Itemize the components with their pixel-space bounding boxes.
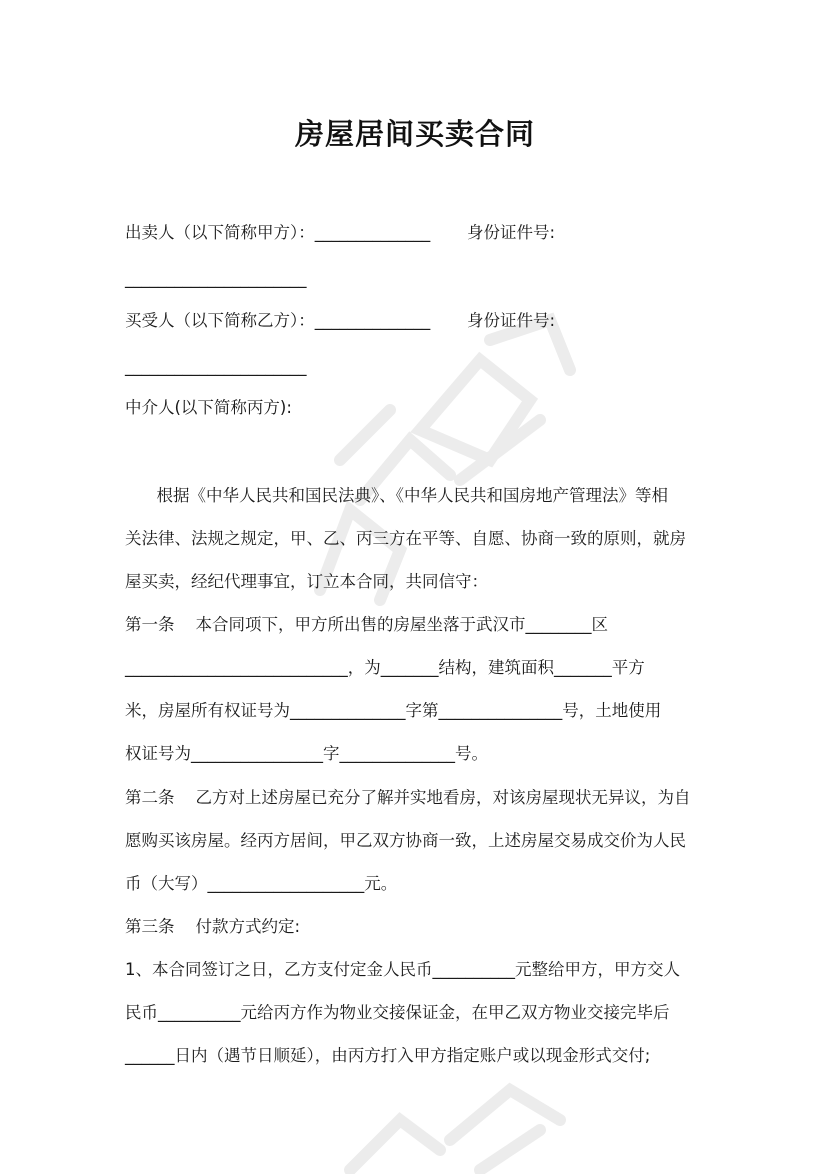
agent-line: 中介人(以下简称丙方):	[125, 398, 292, 417]
article-3-item-1-line-1: 1、本合同签订之日，乙方支付定金人民币__________元整给甲方，甲方交人	[125, 960, 680, 979]
buyer-line: 买受人（以下简称乙方）：______________ 身份证件号:	[125, 311, 556, 330]
preamble-line-1: 根据《中华人民共和国民法典》、《中华人民共和国房地产管理法》等相	[125, 486, 668, 505]
article-2-line-1: 第二条 乙方对上述房屋已充分了解并实地看房，对该房屋现状无异议，为自	[125, 788, 691, 807]
preamble-line-2: 关法律、法规之规定，甲、乙、丙三方在平等、自愿、协商一致的原则，就房	[125, 529, 686, 548]
preamble-line-3: 屋买卖，经纪代理事宜，订立本合同，共同信守：	[125, 572, 488, 591]
buyer-id-blank: ______________________	[125, 357, 307, 376]
seller-line: 出卖人（以下简称甲方）：______________ 身份证件号:	[125, 223, 556, 242]
article-3-heading: 第三条 付款方式约定:	[125, 917, 301, 936]
article-1-line-4: 权证号为________________字______________号。	[125, 744, 488, 763]
watermark-stamp-icon	[330, 1060, 590, 1174]
article-2-line-2: 愿购买该房屋。经丙方居间，甲乙双方协商一致，上述房屋交易成交价为人民	[125, 831, 686, 850]
page-title: 房屋居间买卖合同	[294, 117, 535, 151]
article-2-line-3: 币（大写）___________________元。	[125, 874, 398, 893]
article-1-line-3: 米，房屋所有权证号为______________字第_______________号，土地使用	[125, 701, 662, 720]
article-1-line-2: ___________________________，为_______结构，建筑面积_______平方	[125, 658, 645, 677]
article-1-line-1: 第一条 本合同项下，甲方所出售的房屋坐落于武汉市________区	[125, 615, 608, 634]
article-3-item-1-line-3: ______日内（遇节日顺延），由丙方打入甲方指定账户或以现金形式交付;	[125, 1046, 651, 1065]
article-3-item-1-line-2: 民币__________元给丙方作为物业交接保证金，在甲乙双方物业交接完毕后	[125, 1003, 670, 1022]
seller-id-blank: ______________________	[125, 269, 307, 288]
